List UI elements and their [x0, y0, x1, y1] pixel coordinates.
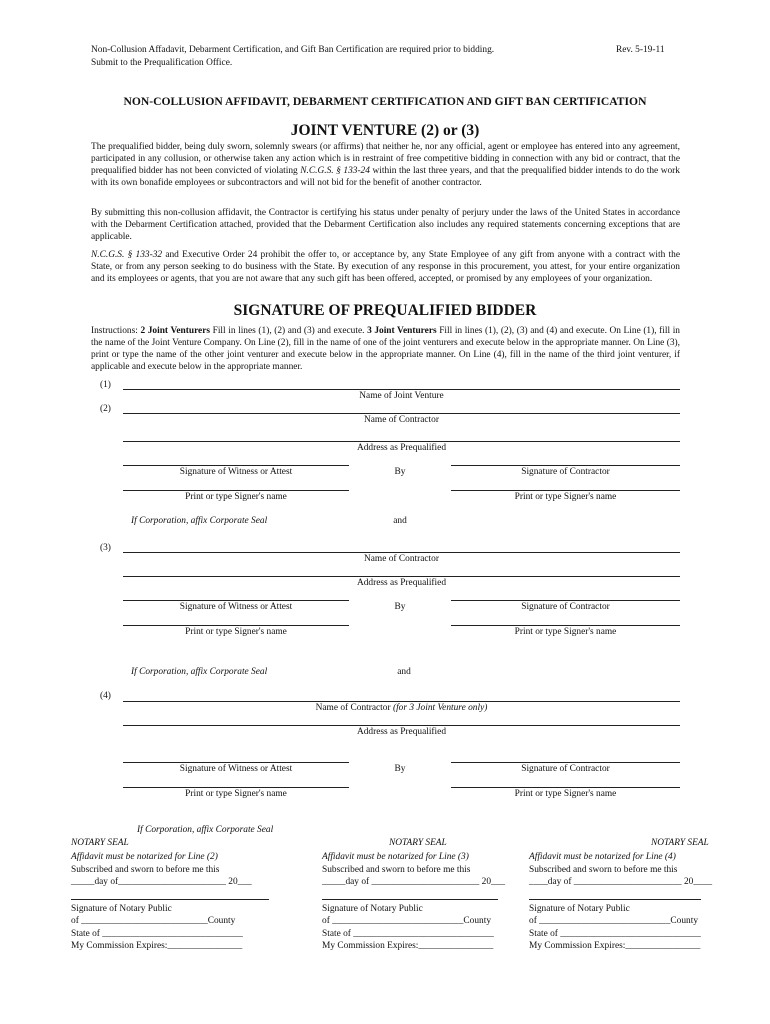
header-note-line1: Non-Collusion Affadavit, Debarment Certification, and Gift Ban Certification are required prior to bidding. [91, 45, 495, 55]
notary-col1-county-field[interactable]: of ___________________________County [71, 916, 236, 926]
instructions-three-text: Fill in lines (1), (2), (3) and (4) and execute. On Line (1), fill in the name of the Joint Venture Company. On Line (2), fill in the name of one of the joint venturers and execute below in the appropriate manner. On Line (3), print or type the name of the other joint venturer and execute below in the appropriate manner. On Line (4), fill in the name of the third joint venturer, if applicable and execute below in the appropriate manner. [91, 326, 680, 373]
contractor-name-caption-4 [123, 703, 680, 713]
corporate-seal-note-4: If Corporation, affix Corporate Seal [137, 825, 274, 835]
address-field-2[interactable] [123, 441, 680, 442]
notary-col1-day-field[interactable]: _____day of_______________________ 20___ [71, 877, 252, 887]
notary-col2-subscribed: Subscribed and sworn to before me this [322, 865, 471, 875]
joint-venture-name-field[interactable] [123, 389, 680, 390]
notary-col2-commission-field[interactable]: My Commission Expires:________________ [322, 941, 494, 951]
witness-print-name-field-3[interactable] [123, 625, 349, 626]
address-caption-4: Address as Prequalified [356, 727, 447, 737]
paragraph-debarment: By submitting this non-collusion affidavit, the Contractor is certifying his status under penalty of perjury under the laws of the United States in accordance with the Debarment Certification attached, provided that the Debarment Certification also includes any required statements concerning exceptions that are applicable. [91, 208, 680, 243]
corporate-seal-note-3: If Corporation, affix Corporate Seal [131, 667, 268, 677]
notary-col3-signature-field[interactable] [529, 899, 701, 900]
statute-citation-133-24: N.C.G.S. § 133-24 [300, 166, 370, 177]
contractor-name-caption-3: Name of Contractor [364, 554, 439, 564]
notary-seal-label-1: NOTARY SEAL [71, 838, 129, 848]
witness-signature-caption-3: Signature of Witness or Attest [179, 602, 293, 612]
notary-col1-commission-field[interactable]: My Commission Expires:________________ [71, 941, 243, 951]
contractor-name-caption-4-text: Name of Contractor [315, 703, 393, 713]
notary-seal-label-3: NOTARY SEAL [651, 838, 709, 848]
corporate-seal-note-2: If Corporation, affix Corporate Seal [131, 516, 268, 526]
notary-col3-state-field[interactable]: State of ______________________________ [529, 929, 701, 939]
revision-label: Rev. 5-19-11 [616, 45, 665, 55]
signature-heading: SIGNATURE OF PREQUALIFIED BIDDER [233, 302, 537, 319]
line-number-1: (1) [100, 380, 111, 390]
instructions-three-label: 3 Joint Venturers [367, 326, 437, 336]
document-title: NON-COLLUSION AFFIDAVIT, DEBARMENT CERTIFICATION AND GIFT BAN CERTIFICATION [123, 95, 647, 108]
notary-col1-signature-caption: Signature of Notary Public [71, 904, 172, 914]
instructions-two-text: Fill in lines (1), (2) and (3) and execute. [210, 326, 368, 336]
contractor-signature-field-4[interactable] [451, 762, 680, 763]
paragraph-gift-ban [91, 249, 680, 285]
contractor-signature-field-3[interactable] [451, 600, 680, 601]
line-number-3: (3) [100, 543, 111, 553]
instructions-prefix: Instructions: [91, 326, 141, 336]
contractor-print-name-caption-3: Print or type Signer's name [514, 627, 617, 637]
notary-col3-title: Affidavit must be notarized for Line (4) [529, 852, 676, 862]
address-caption-3: Address as Prequalified [356, 578, 447, 588]
and-label-2: and [393, 516, 407, 526]
witness-print-name-field-4[interactable] [123, 787, 349, 788]
contractor-signature-caption-3: Signature of Contractor [521, 602, 610, 612]
witness-signature-field-3[interactable] [123, 600, 349, 601]
contractor-signature-caption-4: Signature of Contractor [521, 764, 610, 774]
contractor-print-name-caption-2: Print or type Signer's name [514, 492, 617, 502]
contractor-signature-field-2[interactable] [451, 465, 680, 466]
contractor-name-caption-2: Name of Contractor [364, 415, 439, 425]
contractor-signature-caption-2: Signature of Contractor [521, 467, 610, 477]
witness-signature-field-2[interactable] [123, 465, 349, 466]
notary-col1-state-field[interactable]: State of ______________________________ [71, 929, 243, 939]
contractor-print-name-field-2[interactable] [451, 490, 680, 491]
notary-col2-day-field[interactable]: _____day of _______________________ 20___ [322, 877, 506, 887]
statute-citation-133-32: N.C.G.S. § 133-32 [91, 250, 163, 260]
notary-col2-signature-field[interactable] [322, 899, 498, 900]
address-field-4[interactable] [123, 725, 680, 726]
witness-print-name-caption-3: Print or type Signer's name [185, 627, 287, 637]
witness-print-name-field-2[interactable] [123, 490, 349, 491]
witness-signature-caption-2: Signature of Witness or Attest [179, 467, 293, 477]
and-label-3: and [397, 667, 411, 677]
notary-col2-title: Affidavit must be notarized for Line (3) [322, 852, 469, 862]
notary-col3-commission-field[interactable]: My Commission Expires:________________ [529, 941, 701, 951]
document-subtitle: JOINT VENTURE (2) or (3) [290, 122, 480, 139]
notary-col2-county-field[interactable]: of ____________________________County [322, 916, 492, 926]
contractor-name-field-4[interactable] [123, 701, 680, 702]
address-caption-2: Address as Prequalified [356, 443, 447, 453]
contractor-print-name-caption-4: Print or type Signer's name [514, 789, 617, 799]
notary-seal-label-2: NOTARY SEAL [389, 838, 447, 848]
address-field-3[interactable] [123, 576, 680, 577]
notary-col3-day-field[interactable]: ____day of _______________________ 20____ [529, 877, 713, 887]
paragraph-collusion [91, 141, 680, 189]
paragraph-gift-ban-text: and Executive Order 24 prohibit the offer to, or acceptance by, any State Employee of any gift from anyone with a contract with the State, or from any person seeking to do business with the State. By execution of any response in this procurement, you attest, for your entire organization and its employees or agents, that you are not aware that any such gift has been offered, accepted, or promised by any employees of your organization. [91, 250, 680, 285]
line-number-2: (2) [100, 404, 111, 414]
contractor-print-name-field-3[interactable] [451, 625, 680, 626]
contractor-name-caption-4-note: (for 3 Joint Venture only) [392, 703, 488, 713]
witness-signature-field-4[interactable] [123, 762, 349, 763]
by-label-2: By [394, 467, 406, 477]
paragraph-collusion-text-a: The prequalified bidder, being duly sworn, solemnly swears (or affirms) that neither he, nor any official, agent or employee has entered into any agreement, participated in any collusion, or otherwise taken any action which is in restraint of free competitive bidding in connection with any bid or contract, that the prequalified bidder has not been convicted of violating [91, 142, 680, 177]
notary-col3-signature-caption: Signature of Notary Public [529, 904, 630, 914]
joint-venture-name-caption: Name of Joint Venture [359, 391, 444, 401]
header-note-line2: Submit to the Prequalification Office. [91, 58, 233, 68]
instructions [91, 325, 680, 373]
witness-print-name-caption-4: Print or type Signer's name [185, 789, 287, 799]
notary-col2-state-field[interactable]: State of ______________________________ [322, 929, 494, 939]
instructions-two-label: 2 Joint Venturers [140, 326, 211, 336]
witness-print-name-caption-2: Print or type Signer's name [185, 492, 287, 502]
witness-signature-caption-4: Signature of Witness or Attest [179, 764, 293, 774]
contractor-name-field-3[interactable] [123, 552, 680, 553]
notary-col1-signature-field[interactable] [71, 899, 269, 900]
by-label-4: By [394, 764, 406, 774]
notary-col1-subscribed: Subscribed and sworn to before me this [71, 865, 220, 875]
notary-col3-subscribed: Subscribed and sworn to before me this [529, 865, 678, 875]
notary-col3-county-field[interactable]: of ____________________________County [529, 916, 699, 926]
line-number-4: (4) [100, 691, 111, 701]
by-label-3: By [394, 602, 406, 612]
contractor-print-name-field-4[interactable] [451, 787, 680, 788]
contractor-name-field-2[interactable] [123, 413, 680, 414]
paragraph-collusion-text-b: within the last three years, and that the prequalified bidder intends to do the work with its own bonafide employees or subcontractors and will not bid for the benefit of another contractor. [91, 166, 680, 189]
notary-col2-signature-caption: Signature of Notary Public [322, 904, 423, 914]
notary-col1-title: Affidavit must be notarized for Line (2) [71, 852, 218, 862]
